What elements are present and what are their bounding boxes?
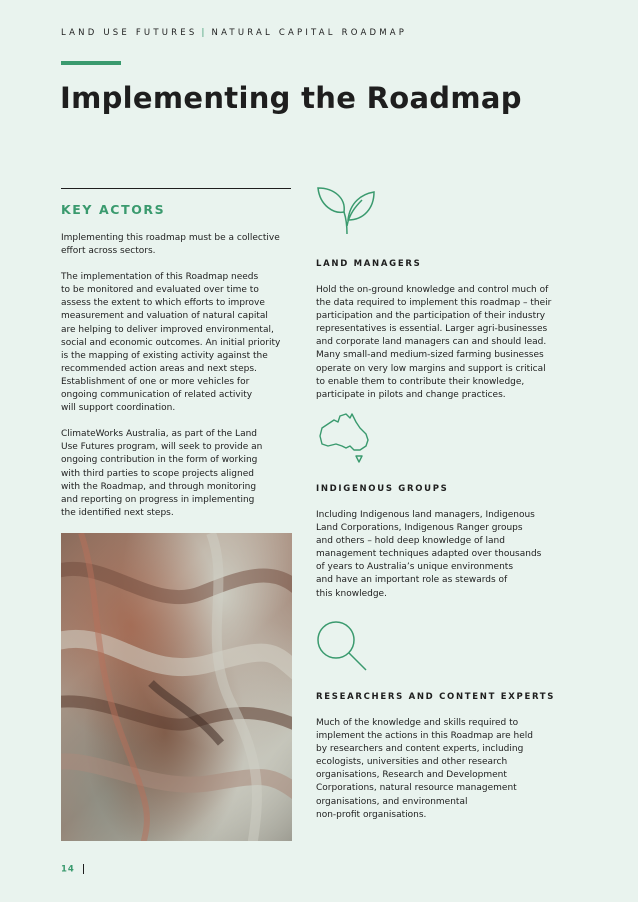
australia-map-icon <box>316 412 372 464</box>
land-managers-body: Hold the on-ground knowledge and control much of the data required to implement this roadmap – their participation and the participation of their industry representatives is essential. Larger agri-businesses and corporate land managers can and should lead. Many small-and medium-sized farming businesses operate on very low margins and support is critical to enable them to contribute their knowledge, participate in pilots and change practices. <box>316 285 552 400</box>
aerial-texture <box>61 533 292 841</box>
indigenous-groups-heading: INDIGENOUS GROUPS <box>316 484 449 494</box>
magnifier-icon <box>316 620 370 672</box>
running-header <box>61 28 407 38</box>
header-program: LAND USE FUTURES <box>61 28 198 38</box>
footer-divider <box>83 864 84 874</box>
researchers-body: Much of the knowledge and skills required to implement the actions in this Roadmap are held by researchers and content experts, including ecologists, universities and other research organisations, Research and Development Corporations, natural resource management organisations, and environmental non-profit organisations. <box>316 718 533 820</box>
key-actors-heading: KEY ACTORS <box>61 202 166 217</box>
aerial-landscape-photo <box>61 533 292 841</box>
header-report: NATURAL CAPITAL ROADMAP <box>211 28 408 38</box>
header-separator: | <box>201 28 208 38</box>
page-number: 14 <box>61 864 75 875</box>
section-divider <box>61 188 291 189</box>
key-actors-paragraph: Implementing this roadmap must be a collective effort across sectors. <box>61 233 280 257</box>
researchers-heading: RESEARCHERS AND CONTENT EXPERTS <box>316 692 556 702</box>
page-title: Implementing the Roadmap <box>60 81 522 115</box>
key-actors-body <box>61 232 301 533</box>
sprout-icon <box>316 186 378 236</box>
page-footer <box>61 864 84 875</box>
key-actors-paragraph: ClimateWorks Australia, as part of the Land Use Futures program, will seek to provide an ongoing contribution in the form of working with third parties to scope projects aligned with the Roadmap, and through monitoring and reporting on progress in implementing the identified next steps. <box>61 429 263 518</box>
land-managers-heading: LAND MANAGERS <box>316 259 422 269</box>
key-actors-paragraph: The implementation of this Roadmap needs to be monitored and evaluated over time to assess the extent to which efforts to improve measurement and valuation of natural capital are helping to deliver improved environmental, social and economic outcomes. An initial priority is the mapping of existing activity against the recommended action areas and next steps. Establishment of one or more vehicles for ongoing communication of related activity will support coordination. <box>61 272 281 414</box>
title-accent-bar <box>61 61 121 65</box>
indigenous-groups-body: Including Indigenous land managers, Indigenous Land Corporations, Indigenous Ranger groups and others – hold deep knowledge of land management techniques adapted over thousands of years to Australia’s unique environments and have an important role as stewards of this knowledge. <box>316 510 542 599</box>
